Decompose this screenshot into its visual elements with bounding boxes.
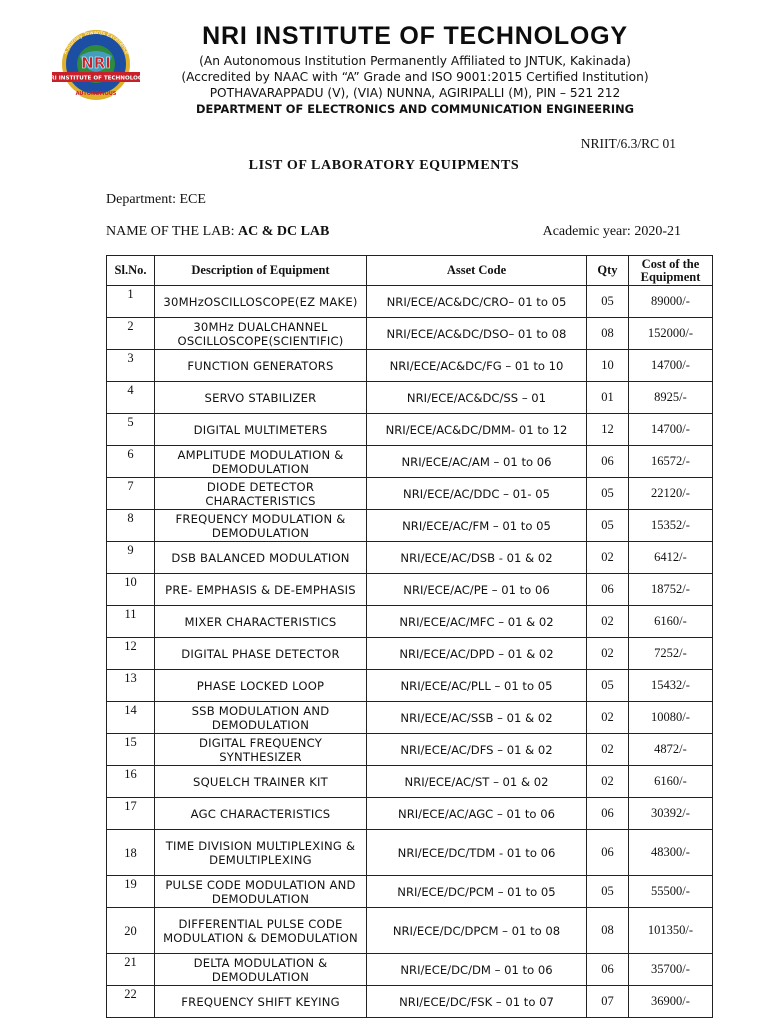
- cell-asset-code: NRI/ECE/AC/SSB – 01 & 02: [367, 702, 587, 734]
- cell-asset-code: NRI/ECE/AC/PLL – 01 to 05: [367, 670, 587, 702]
- table-row: [107, 734, 713, 766]
- cell-slno: 6: [107, 446, 155, 478]
- cell-asset-code: NRI/ECE/AC&DC/DMM- 01 to 12: [367, 414, 587, 446]
- table-row: [107, 638, 713, 670]
- logo-motto: A Journey Towards Excellence: [62, 29, 130, 56]
- cell-description: FREQUENCY MODULATION & DEMODULATION: [155, 510, 367, 542]
- table-row: [107, 606, 713, 638]
- cell-slno: 9: [107, 542, 155, 574]
- cell-slno: 7: [107, 478, 155, 510]
- cell-qty: 02: [587, 542, 629, 574]
- cell-asset-code: NRI/ECE/AC/ST – 01 & 02: [367, 766, 587, 798]
- lab-name-line: [106, 224, 329, 240]
- cell-slno: 1: [107, 286, 155, 318]
- cell-description: PULSE CODE MODULATION AND DEMODULATION: [155, 876, 367, 908]
- cell-slno: 21: [107, 954, 155, 986]
- document-title: LIST OF LABORATORY EQUIPMENTS: [248, 158, 520, 173]
- cell-description: DIGITAL FREQUENCY SYNTHESIZER: [155, 734, 367, 766]
- cell-cost: 101350/-: [629, 908, 713, 954]
- cell-description: SERVO STABILIZER: [155, 382, 367, 414]
- table-row: [107, 766, 713, 798]
- table-row: [107, 318, 713, 350]
- cell-slno: 4: [107, 382, 155, 414]
- cell-asset-code: NRI/ECE/AC/MFC – 01 & 02: [367, 606, 587, 638]
- cell-cost: 35700/-: [629, 954, 713, 986]
- header-qty: Qty: [587, 256, 629, 286]
- cell-asset-code: NRI/ECE/AC&DC/SS – 01: [367, 382, 587, 414]
- logo-nri-text: NRI: [81, 54, 111, 72]
- cell-qty: 05: [587, 876, 629, 908]
- cell-description: DIGITAL MULTIMETERS: [155, 414, 367, 446]
- cell-cost: 15432/-: [629, 670, 713, 702]
- cell-asset-code: NRI/ECE/AC/DFS – 01 & 02: [367, 734, 587, 766]
- table-row: [107, 830, 713, 876]
- cell-slno: 14: [107, 702, 155, 734]
- cell-cost: 14700/-: [629, 414, 713, 446]
- cell-slno: 10: [107, 574, 155, 606]
- cell-qty: 05: [587, 510, 629, 542]
- cell-slno: 19: [107, 876, 155, 908]
- cell-description: DIFFERENTIAL PULSE CODE MODULATION & DEMODULATION: [155, 908, 367, 954]
- header-cost: Cost of the Equipment: [629, 256, 713, 286]
- table-row: [107, 382, 713, 414]
- logo-band-text: NRI INSTITUTE OF TECHNOLOGY: [50, 75, 142, 82]
- table-row: [107, 350, 713, 382]
- cell-qty: 07: [587, 986, 629, 1018]
- cell-description: AMPLITUDE MODULATION & DEMODULATION: [155, 446, 367, 478]
- cell-slno: 11: [107, 606, 155, 638]
- cell-description: DIODE DETECTOR CHARACTERISTICS: [155, 478, 367, 510]
- cell-qty: 06: [587, 574, 629, 606]
- table-row: [107, 510, 713, 542]
- cell-asset-code: NRI/ECE/AC/DSB - 01 & 02: [367, 542, 587, 574]
- table-row: [107, 446, 713, 478]
- cell-slno: 22: [107, 986, 155, 1018]
- cell-asset-code: NRI/ECE/AC/DPD – 01 & 02: [367, 638, 587, 670]
- cell-qty: 06: [587, 830, 629, 876]
- department-heading: DEPARTMENT OF ELECTRONICS AND COMMUNICATION ENGINEERING: [196, 102, 634, 116]
- cell-slno: 17: [107, 798, 155, 830]
- cell-cost: 36900/-: [629, 986, 713, 1018]
- cell-cost: 8925/-: [629, 382, 713, 414]
- cell-slno: 20: [107, 908, 155, 954]
- cell-qty: 05: [587, 670, 629, 702]
- cell-slno: 12: [107, 638, 155, 670]
- address-line: POTHAVARAPPADU (V), (VIA) NUNNA, AGIRIPALLI (M), PIN – 521 212: [209, 86, 621, 100]
- cell-cost: 7252/-: [629, 638, 713, 670]
- year-label: Academic year:: [542, 224, 631, 239]
- cell-description: DIGITAL PHASE DETECTOR: [155, 638, 367, 670]
- cell-description: FUNCTION GENERATORS: [155, 350, 367, 382]
- cell-qty: 02: [587, 606, 629, 638]
- lab-value: AC & DC LAB: [237, 224, 330, 239]
- cell-qty: 06: [587, 798, 629, 830]
- table-row: [107, 574, 713, 606]
- cell-asset-code: NRI/ECE/DC/DM – 01 to 06: [367, 954, 587, 986]
- cell-qty: 08: [587, 908, 629, 954]
- cell-slno: 2: [107, 318, 155, 350]
- cell-description: SQUELCH TRAINER KIT: [155, 766, 367, 798]
- cell-asset-code: NRI/ECE/DC/TDM - 01 to 06: [367, 830, 587, 876]
- cell-cost: 6160/-: [629, 606, 713, 638]
- department-label: Department:: [106, 192, 176, 207]
- header-description: Description of Equipment: [155, 256, 367, 286]
- cell-cost: 14700/-: [629, 350, 713, 382]
- affiliation-line: (An Autonomous Institution Permanently Affiliated to JNTUK, Kakinada): [199, 54, 631, 68]
- cell-slno: 13: [107, 670, 155, 702]
- cell-qty: 02: [587, 702, 629, 734]
- cell-slno: 16: [107, 766, 155, 798]
- cell-cost: 15352/-: [629, 510, 713, 542]
- header-slno: Sl.No.: [107, 256, 155, 286]
- cell-asset-code: NRI/ECE/AC&DC/DSO– 01 to 08: [367, 318, 587, 350]
- cell-cost: 18752/-: [629, 574, 713, 606]
- table-row: [107, 542, 713, 574]
- department-line: [106, 192, 206, 208]
- cell-cost: 6160/-: [629, 766, 713, 798]
- cell-description: 30MHz DUALCHANNEL OSCILLOSCOPE(SCIENTIFIC): [155, 318, 367, 350]
- equipment-table: [106, 255, 713, 1018]
- table-row: [107, 876, 713, 908]
- academic-year-line: [543, 224, 681, 240]
- table-row: [107, 478, 713, 510]
- table-row: [107, 954, 713, 986]
- cell-qty: 12: [587, 414, 629, 446]
- cell-asset-code: NRI/ECE/AC/AM – 01 to 06: [367, 446, 587, 478]
- cell-description: DSB BALANCED MODULATION: [155, 542, 367, 574]
- department-value: ECE: [179, 192, 206, 207]
- cell-slno: 3: [107, 350, 155, 382]
- lab-label: NAME OF THE LAB:: [106, 224, 235, 239]
- cell-qty: 02: [587, 766, 629, 798]
- cell-description: SSB MODULATION AND DEMODULATION: [155, 702, 367, 734]
- cell-qty: 06: [587, 954, 629, 986]
- cell-description: TIME DIVISION MULTIPLEXING & DEMULTIPLEXING: [155, 830, 367, 876]
- cell-qty: 01: [587, 382, 629, 414]
- cell-description: FREQUENCY SHIFT KEYING: [155, 986, 367, 1018]
- cell-qty: 06: [587, 446, 629, 478]
- cell-description: PRE- EMPHASIS & DE-EMPHASIS: [155, 574, 367, 606]
- table-row: [107, 908, 713, 954]
- cell-cost: 48300/-: [629, 830, 713, 876]
- cell-asset-code: NRI/ECE/DC/PCM – 01 to 05: [367, 876, 587, 908]
- cell-qty: 10: [587, 350, 629, 382]
- institute-logo: [50, 26, 142, 104]
- cell-description: MIXER CHARACTERISTICS: [155, 606, 367, 638]
- cell-asset-code: NRI/ECE/AC&DC/CRO– 01 to 05: [367, 286, 587, 318]
- cell-asset-code: NRI/ECE/DC/DPCM – 01 to 08: [367, 908, 587, 954]
- cell-description: 30MHzOSCILLOSCOPE(EZ MAKE): [155, 286, 367, 318]
- cell-qty: 02: [587, 638, 629, 670]
- cell-asset-code: NRI/ECE/AC/DDC – 01- 05: [367, 478, 587, 510]
- cell-qty: 08: [587, 318, 629, 350]
- cell-description: PHASE LOCKED LOOP: [155, 670, 367, 702]
- accreditation-line: (Accredited by NAAC with “A” Grade and ISO 9001:2015 Certified Institution): [181, 70, 649, 84]
- document-ref-code: NRIIT/6.3/RC 01: [580, 136, 676, 151]
- cell-cost: 16572/-: [629, 446, 713, 478]
- cell-cost: 10080/-: [629, 702, 713, 734]
- institution-name: NRI INSTITUTE OF TECHNOLOGY: [202, 22, 628, 50]
- cell-description: DELTA MODULATION & DEMODULATION: [155, 954, 367, 986]
- table-row: [107, 702, 713, 734]
- logo-autonomous-text: AUTONOMOUS: [75, 91, 117, 97]
- cell-asset-code: NRI/ECE/DC/FSK – 01 to 07: [367, 986, 587, 1018]
- cell-slno: 8: [107, 510, 155, 542]
- cell-qty: 05: [587, 478, 629, 510]
- cell-cost: 4872/-: [629, 734, 713, 766]
- cell-qty: 05: [587, 286, 629, 318]
- cell-cost: 89000/-: [629, 286, 713, 318]
- cell-description: AGC CHARACTERISTICS: [155, 798, 367, 830]
- cell-cost: 22120/-: [629, 478, 713, 510]
- cell-cost: 6412/-: [629, 542, 713, 574]
- cell-asset-code: NRI/ECE/AC/PE – 01 to 06: [367, 574, 587, 606]
- year-value: 2020-21: [634, 224, 681, 239]
- cell-slno: 5: [107, 414, 155, 446]
- cell-cost: 30392/-: [629, 798, 713, 830]
- table-row: [107, 986, 713, 1018]
- cell-slno: 15: [107, 734, 155, 766]
- cell-asset-code: NRI/ECE/AC/AGC – 01 to 06: [367, 798, 587, 830]
- cell-asset-code: NRI/ECE/AC/FM – 01 to 05: [367, 510, 587, 542]
- table-row: [107, 286, 713, 318]
- cell-cost: 55500/-: [629, 876, 713, 908]
- cell-cost: 152000/-: [629, 318, 713, 350]
- cell-slno: 18: [107, 830, 155, 876]
- table-header-row: [107, 256, 713, 286]
- cell-asset-code: NRI/ECE/AC&DC/FG – 01 to 10: [367, 350, 587, 382]
- table-row: [107, 414, 713, 446]
- header-asset-code: Asset Code: [367, 256, 587, 286]
- nri-emblem-logo-icon: [50, 26, 142, 104]
- table-row: [107, 798, 713, 830]
- cell-qty: 02: [587, 734, 629, 766]
- table-row: [107, 670, 713, 702]
